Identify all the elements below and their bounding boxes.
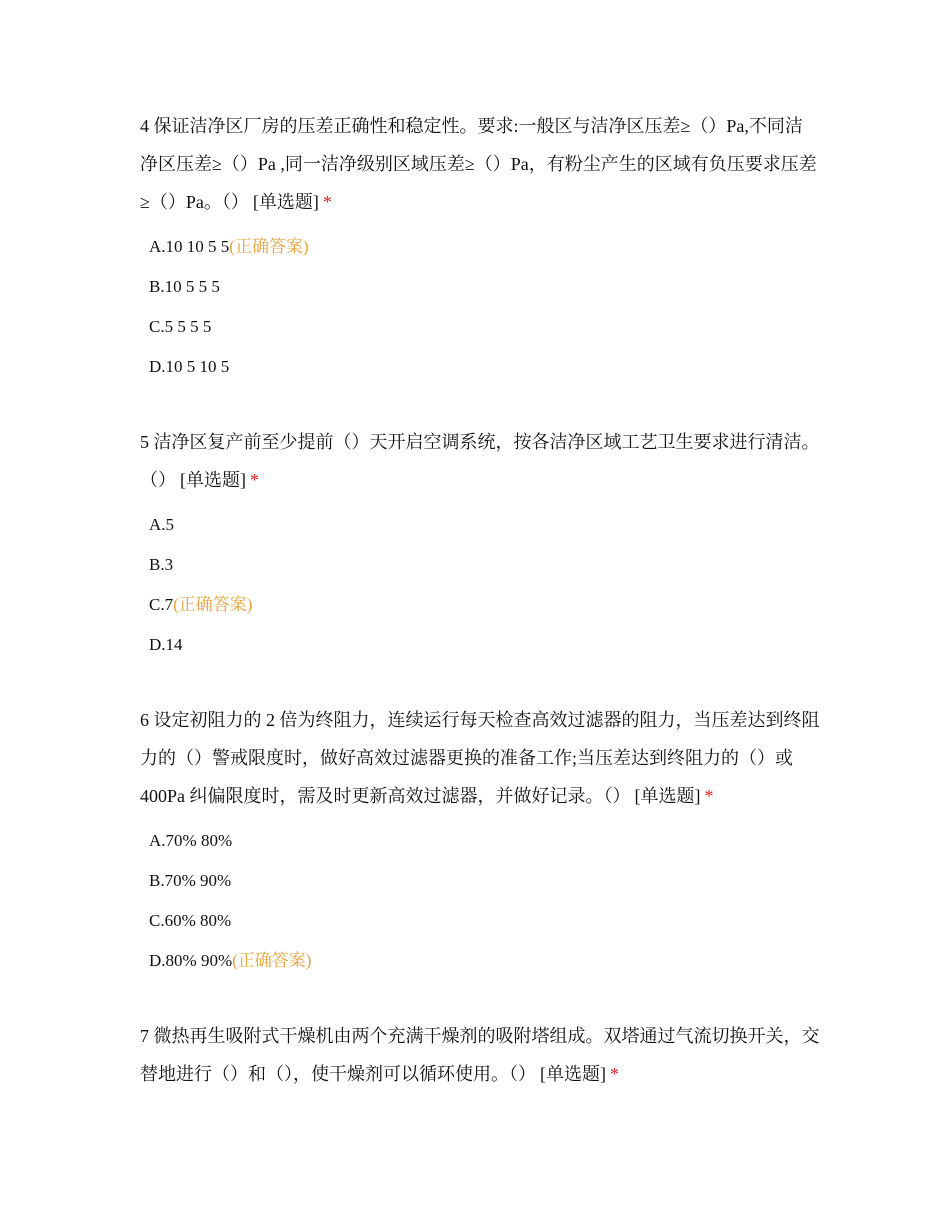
option-b[interactable] bbox=[149, 861, 820, 901]
question-4 bbox=[140, 107, 820, 387]
option-label: B.10 5 5 5 bbox=[149, 277, 220, 296]
quiz-page bbox=[140, 107, 820, 1093]
option-label: D.80% 90% bbox=[149, 951, 233, 970]
option-label: C.7 bbox=[149, 595, 174, 614]
question-text: 5 洁净区复产前至少提前（）天开启空调系统，按各洁净区域工艺卫生要求进行清洁。（） bbox=[140, 432, 820, 490]
question-title bbox=[140, 107, 820, 221]
required-mark: * bbox=[322, 192, 332, 212]
option-d[interactable] bbox=[149, 347, 820, 387]
option-label: B.70% 90% bbox=[149, 871, 232, 890]
question-type: [单选题] bbox=[634, 786, 701, 806]
option-c[interactable] bbox=[149, 307, 820, 347]
required-mark: * bbox=[250, 470, 259, 490]
option-list bbox=[149, 821, 820, 981]
option-b[interactable] bbox=[149, 267, 820, 307]
option-a[interactable] bbox=[149, 821, 820, 861]
option-label: C.60% 80% bbox=[149, 911, 232, 930]
option-a[interactable] bbox=[149, 227, 820, 267]
question-title bbox=[140, 1017, 820, 1093]
option-list bbox=[149, 505, 820, 665]
question-7 bbox=[140, 1017, 820, 1093]
option-a[interactable] bbox=[149, 505, 820, 545]
option-label: A.70% 80% bbox=[149, 831, 233, 850]
question-6 bbox=[140, 701, 820, 981]
option-label: D.14 bbox=[149, 635, 183, 654]
option-label: A.5 bbox=[149, 515, 175, 534]
question-spacer bbox=[140, 981, 820, 1017]
option-c[interactable] bbox=[149, 901, 820, 941]
question-type: [单选题] bbox=[252, 192, 319, 212]
option-b[interactable] bbox=[149, 545, 820, 585]
question-title bbox=[140, 701, 820, 815]
question-spacer bbox=[140, 665, 820, 701]
correct-answer-note: (正确答案) bbox=[173, 595, 253, 614]
option-d[interactable] bbox=[149, 941, 820, 981]
question-5 bbox=[140, 423, 820, 665]
option-list bbox=[149, 227, 820, 387]
option-c[interactable] bbox=[149, 585, 820, 625]
option-label: C.5 5 5 5 bbox=[149, 317, 212, 336]
question-type: [单选题] bbox=[180, 470, 246, 490]
option-label: B.3 bbox=[149, 555, 174, 574]
option-d[interactable] bbox=[149, 625, 820, 665]
question-text: 6 设定初阻力的 2 倍为终阻力，连续运行每天检查高效过滤器的阻力，当压差达到终阻力的（）警戒限度时，做好高效过滤器更换的准备工作;当压差达到终阻力的（）或 400Pa 纠偏限度时，需及时更新高效过滤器，并做好记录。（） bbox=[140, 710, 820, 806]
correct-answer-note: (正确答案) bbox=[232, 951, 312, 970]
required-mark: * bbox=[704, 786, 714, 806]
question-title bbox=[140, 423, 820, 499]
option-label: A.10 10 5 5 bbox=[149, 237, 230, 256]
question-text: 7 微热再生吸附式干燥机由两个充满干燥剂的吸附塔组成。双塔通过气流切换开关，交替地进行（）和（），使干燥剂可以循环使用。（） bbox=[140, 1026, 820, 1084]
option-label: D.10 5 10 5 bbox=[149, 357, 230, 376]
question-type: [单选题] bbox=[540, 1064, 606, 1084]
required-mark: * bbox=[610, 1064, 619, 1084]
correct-answer-note: (正确答案) bbox=[229, 237, 309, 256]
question-spacer bbox=[140, 387, 820, 423]
question-text: 4 保证洁净区厂房的压差正确性和稳定性。要求:一般区与洁净区压差≥（）Pa,不同洁净区压差≥（）Pa ,同一洁净级别区域压差≥（）Pa，有粉尘产生的区域有负压要求压差≥（）Pa。（） bbox=[140, 116, 817, 212]
